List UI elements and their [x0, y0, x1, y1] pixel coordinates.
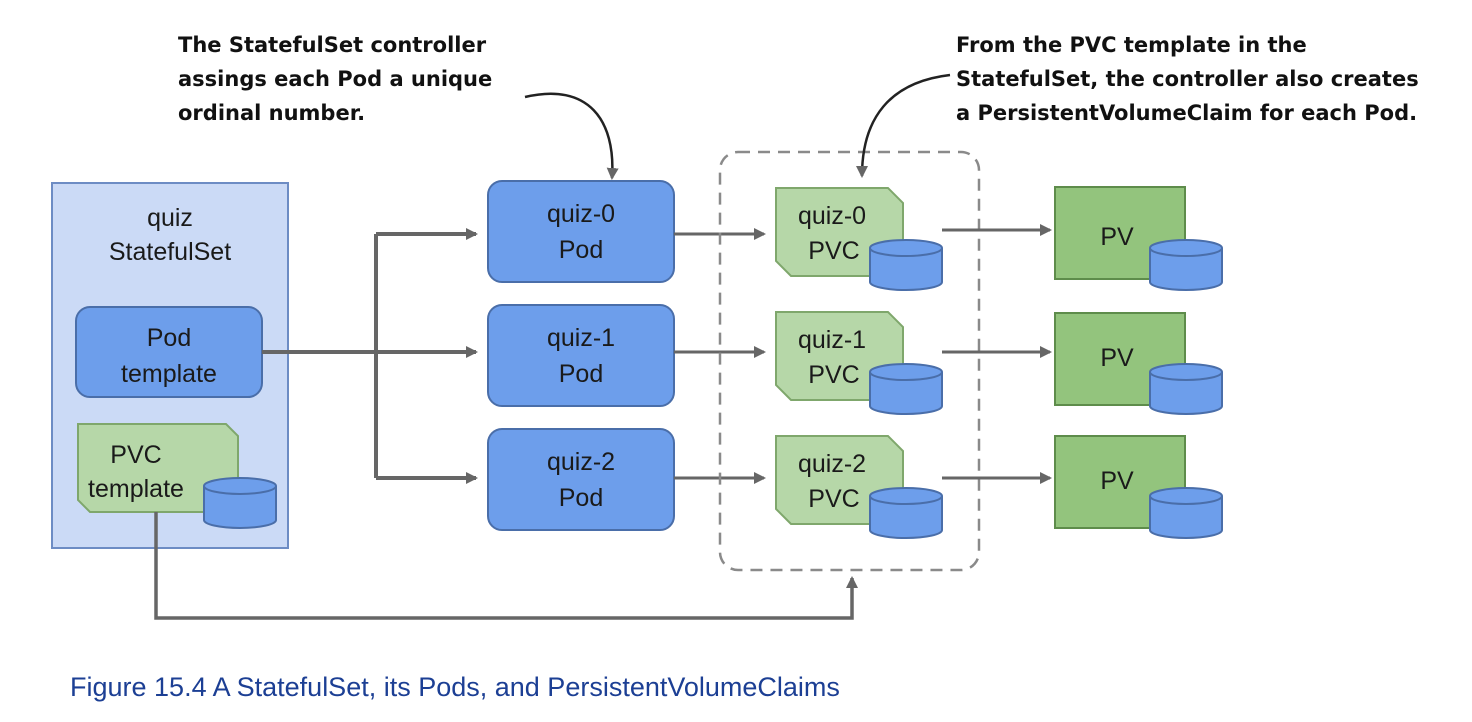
figure-caption [70, 672, 840, 702]
pv-disk-icon [1150, 488, 1222, 538]
pvc-disk-icon [870, 364, 942, 414]
pvc-template-disk-icon [204, 478, 276, 528]
pvc-disk-icon [870, 488, 942, 538]
right-callout-line3: a PersistentVolumeClaim for each Pod. [956, 101, 1418, 125]
left-callout-arrow [525, 94, 612, 178]
pod-kind: Pod [558, 484, 604, 512]
left-callout-line2: assings each Pod a unique [178, 67, 493, 91]
pvc-kind: PVC [808, 485, 860, 513]
pod-quiz-2 [488, 429, 674, 530]
pod-kind: Pod [558, 360, 604, 388]
pvc-name: quiz-1 [797, 326, 867, 354]
pvc-quiz-2 [776, 436, 942, 538]
pod-quiz-1 [488, 305, 674, 406]
pv-label: PV [1100, 467, 1134, 495]
figure-number: Figure 15.4 [70, 672, 207, 702]
pvc-quiz-0 [776, 188, 942, 290]
pv-2 [1055, 436, 1222, 538]
pvc-name: quiz-0 [797, 202, 867, 230]
pv-label: PV [1100, 223, 1134, 251]
pod-template-line2: template [121, 360, 217, 388]
left-callout-line1: The StatefulSet controller [178, 33, 487, 57]
pvc-to-pv-arrows [942, 230, 1050, 478]
pvc-template-line1: PVC [110, 441, 162, 469]
pvc-kind: PVC [808, 237, 860, 265]
statefulset-title-line1: quiz [147, 204, 193, 232]
right-callout-line2: StatefulSet, the controller also creates [956, 67, 1419, 91]
statefulset-title-line2: StatefulSet [108, 238, 232, 266]
pod-quiz-0 [488, 181, 674, 282]
right-callout-arrow [862, 75, 950, 176]
pv-0 [1055, 187, 1222, 290]
pvc-disk-icon [870, 240, 942, 290]
pod-name: quiz-1 [546, 324, 616, 352]
pod-name: quiz-0 [546, 200, 616, 228]
right-callout-line1: From the PVC template in the [956, 33, 1307, 57]
pod-name: quiz-2 [546, 448, 616, 476]
pod-template-connectors [262, 234, 476, 478]
left-callout-line3: ordinal number. [178, 101, 366, 125]
pv-disk-icon [1150, 240, 1222, 290]
pv-label: PV [1100, 344, 1134, 372]
pv-1 [1055, 313, 1222, 414]
pod-kind: Pod [558, 236, 604, 264]
pod-template-line1: Pod [146, 324, 192, 352]
figure-caption-text: A StatefulSet, its Pods, and PersistentVolumeClaims [206, 672, 840, 702]
pvc-name: quiz-2 [797, 450, 867, 478]
pv-disk-icon [1150, 364, 1222, 414]
pvc-template-line2: template [88, 475, 184, 503]
pvc-quiz-1 [776, 312, 942, 414]
pvc-kind: PVC [808, 361, 860, 389]
